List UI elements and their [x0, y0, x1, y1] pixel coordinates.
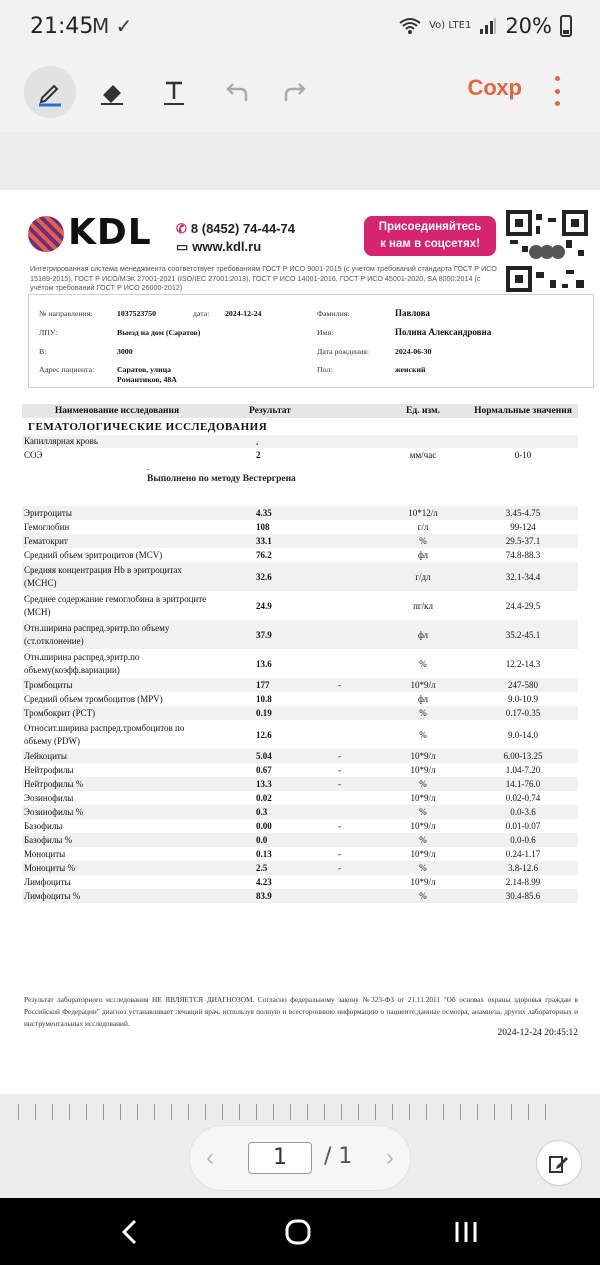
test-unit: пг/кл: [413, 600, 433, 611]
edit-document-icon: [547, 1151, 571, 1175]
test-norm: 0.02-0.74: [505, 793, 541, 803]
test-result: 0.02: [256, 793, 272, 803]
logo-text: KDL: [68, 212, 152, 253]
surname-label: Фамилия:: [317, 309, 350, 318]
test-result: 108: [256, 522, 270, 532]
pen-icon: [35, 77, 65, 107]
table-row: [22, 720, 578, 749]
test-result: 0.19: [256, 708, 272, 718]
redo-button[interactable]: [270, 66, 322, 118]
page-number-input[interactable]: 1: [248, 1142, 312, 1174]
test-result: 13.6: [256, 658, 272, 669]
document-page: [0, 190, 600, 1094]
social-promo-banner: [364, 216, 496, 256]
edit-document-button[interactable]: [536, 1140, 582, 1186]
test-result: 0.00: [256, 821, 272, 831]
test-name: Средний объем эритроцитов (MCV): [24, 549, 163, 560]
test-norm: 99-124: [510, 522, 536, 532]
editor-toolbar: [0, 56, 600, 132]
test-unit: фл: [417, 550, 429, 560]
capillary-row: [22, 435, 578, 448]
test-norm: 0.0-3.6: [510, 807, 536, 817]
promo-line-1: Присоединяйтесь: [378, 221, 482, 233]
spacer: [22, 486, 578, 506]
test-result: 12.6: [256, 729, 272, 740]
test-norm: 35.2-45.1: [505, 629, 541, 640]
test-unit: %: [419, 536, 427, 546]
address-label: Адрес пациента:: [39, 365, 95, 374]
test-name: Эозинофилы %: [24, 806, 84, 817]
next-page-icon[interactable]: ›: [386, 1144, 394, 1171]
logo-mark: [28, 216, 64, 252]
test-result: 2.5: [256, 863, 268, 873]
table-row: [22, 819, 578, 833]
test-norm: 0.01-0.07: [505, 821, 541, 831]
test-name: Гемоглобин: [24, 521, 70, 532]
status-right: [399, 14, 572, 38]
table-row: [22, 847, 578, 861]
address-line-2: Романтиков, 48А: [117, 375, 177, 384]
test-unit: фл: [417, 694, 429, 704]
test-name: Лимфоциты %: [24, 890, 81, 901]
test-name: Нейтрофилы: [24, 764, 74, 775]
test-norm: 3.8-12.6: [508, 863, 538, 873]
clock: 21:45: [30, 14, 94, 39]
soe-result: 2: [256, 450, 261, 460]
test-name: Нейтрофилы %: [24, 778, 84, 789]
wifi-icon: [399, 17, 421, 35]
test-flag: -: [338, 779, 341, 789]
test-norm: 9.0-14.0: [508, 729, 538, 740]
website: www.kdl.ru: [192, 239, 262, 254]
test-norm: 32.1-34.4: [505, 571, 541, 582]
home-button[interactable]: [278, 1216, 318, 1248]
page-scroller: [0, 1094, 600, 1198]
sex-value: женский: [395, 365, 426, 374]
surname-value: Павлова: [395, 308, 430, 318]
test-name: Эритроциты: [24, 507, 72, 518]
phone-number: 8 (8452) 74-44-74: [190, 221, 295, 236]
header-unit: Ед. изм.: [406, 406, 440, 416]
status-bar: [0, 0, 600, 56]
test-norm: 0.0-0.6: [510, 835, 536, 845]
test-norm: 9.0-10.9: [508, 694, 538, 704]
test-unit: 10*12/л: [408, 508, 438, 518]
patient-info-box: [28, 294, 594, 388]
test-norm: 74.8-88.3: [505, 550, 541, 560]
dob-label: Дата рождения:: [317, 347, 370, 356]
test-result: 5.04: [256, 751, 272, 761]
battery-level: 20%: [505, 14, 552, 38]
test-flag: -: [338, 680, 341, 690]
soe-name: СОЭ: [24, 449, 43, 460]
test-unit: %: [419, 863, 427, 873]
soe-norm: 0-10: [514, 450, 532, 460]
recent-apps-button[interactable]: [446, 1216, 486, 1248]
monitor-icon: ▭: [176, 239, 189, 254]
back-button[interactable]: [110, 1216, 150, 1248]
test-name: Эозинофилы: [24, 792, 74, 803]
soe-row: [22, 448, 578, 462]
test-unit: 10*9/л: [410, 793, 436, 803]
test-flag: -: [338, 821, 341, 831]
phone-icon: ✆: [176, 221, 187, 236]
date-label: дата:: [193, 309, 210, 318]
test-name: Средняя концентрация Hb в эритроцитах (MCHC): [24, 564, 182, 588]
test-name: Базофилы: [24, 820, 63, 831]
page-total: / 1: [324, 1144, 353, 1169]
table-row: [22, 562, 578, 591]
test-unit: %: [419, 835, 427, 845]
table-header: [22, 404, 578, 418]
report-timestamp: 2024-12-24 20:45:12: [497, 1028, 578, 1038]
eraser-tool-button[interactable]: [86, 66, 138, 118]
table-row: [22, 548, 578, 562]
table-row: [22, 706, 578, 720]
undo-button[interactable]: [210, 66, 262, 118]
test-norm: 24.4-29.5: [505, 600, 541, 611]
lpu-value: Выезд на дом (Саратов): [117, 328, 201, 337]
test-norm: 14.1-76.0: [505, 779, 541, 789]
test-unit: %: [419, 779, 427, 789]
test-result: 13.3: [256, 779, 272, 789]
name-label: Имя:: [317, 328, 334, 337]
kdl-logo: [28, 214, 158, 254]
table-row: [22, 534, 578, 548]
header-name: Наименование исследования: [54, 406, 180, 416]
test-name: Отн.ширина распред.эритр.по объему (ст.отклонение): [24, 622, 170, 646]
test-result: 32.6: [256, 571, 272, 582]
test-norm: 6.00-13.25: [503, 751, 543, 761]
test-unit: %: [419, 658, 427, 669]
home-icon: [284, 1218, 312, 1246]
system-nav-bar: [0, 1198, 600, 1265]
table-row: [22, 506, 578, 520]
test-unit: 10*9/л: [410, 821, 436, 831]
test-unit: %: [419, 708, 427, 718]
table-row: [22, 805, 578, 819]
v-value: 3000: [117, 347, 133, 356]
table-row: [22, 763, 578, 777]
test-norm: 29.5-37.1: [505, 536, 541, 546]
table-row: [22, 591, 578, 620]
scroll-ruler[interactable]: [18, 1104, 558, 1120]
page-navigator: [190, 1126, 410, 1190]
test-flag: -: [338, 751, 341, 761]
text-tool-button[interactable]: [148, 66, 200, 118]
test-result: 33.1: [256, 536, 272, 546]
test-result: 10.8: [256, 694, 272, 704]
table-row: [22, 649, 578, 678]
test-name: Моноциты %: [24, 862, 75, 873]
back-icon: [120, 1218, 140, 1246]
table-row: [22, 692, 578, 706]
table-row: [22, 791, 578, 805]
test-result: 76.2: [256, 550, 272, 560]
results-table: [22, 404, 578, 903]
test-norm: 30.4-85.6: [505, 891, 541, 901]
test-norm: 1.04-7.20: [505, 765, 541, 775]
test-norm: 0.24-1.17: [505, 849, 541, 859]
test-name: Тромбокрит (PCT): [24, 707, 96, 718]
test-result: 24.9: [256, 600, 272, 611]
redo-icon: [281, 77, 311, 107]
qr-code-icon: [506, 210, 588, 292]
test-norm: 3.45-4.75: [505, 508, 541, 518]
test-unit: фл: [417, 629, 429, 640]
section-title: ГЕМАТОЛОГИЧЕСКИЕ ИССЛЕДОВАНИЯ: [28, 421, 268, 433]
signal-icon: [479, 17, 497, 35]
test-unit: %: [419, 891, 427, 901]
undo-icon: [221, 77, 251, 107]
test-result: 4.35: [256, 508, 272, 518]
header-norm: Нормальные значения: [474, 406, 572, 416]
test-norm: 12.2-14.3: [505, 658, 541, 669]
name-value: Полина Александровна: [395, 327, 492, 337]
test-unit: г/дл: [415, 571, 431, 582]
test-result: 0.67: [256, 765, 272, 775]
notification-icons: M ✓: [92, 14, 133, 38]
result-rows: [22, 506, 578, 903]
recent-apps-icon: [453, 1219, 479, 1245]
referral-label: № направления:: [39, 309, 93, 318]
eraser-icon: [97, 77, 127, 107]
test-norm: 0.17-0.35: [505, 708, 541, 718]
more-options-icon[interactable]: [552, 76, 562, 106]
save-button[interactable]: Сохр: [467, 75, 522, 100]
test-name: Лимфоциты: [24, 876, 71, 887]
test-unit: г/л: [417, 522, 429, 532]
test-name: Моноциты: [24, 848, 66, 859]
sex-label: Пол:: [317, 365, 333, 374]
lte-indicator: Vo) LTE1: [429, 20, 472, 31]
test-result: 0.0: [256, 835, 268, 845]
capillary-value: .: [256, 436, 259, 447]
test-name: Относит.ширина распред.тромбоцитов по объему (PDW): [24, 722, 185, 746]
contact-block: [176, 220, 295, 256]
soe-unit: мм/час: [409, 450, 437, 460]
test-unit: 10*9/л: [410, 765, 436, 775]
test-norm: 2.14-8.99: [505, 877, 541, 887]
test-flag: -: [338, 863, 341, 873]
pen-tool-button[interactable]: [24, 66, 76, 118]
battery-icon: [560, 15, 572, 37]
test-name: Отн.ширина распред.эритр.по объему(коэфф.вариации): [24, 651, 140, 675]
disclaimer: Результат лабораторного исследования НЕ ЯВЛЯЕТСЯ ДИАГНОЗОМ. Согласно федеральному закону №323-ФЗ от 21.11.2011 "Об основах охраны здоровья граждан в Российской Федерации" диагноз устанавливает лечащий врач, используя полную и всестороннюю информацию о пациенте:данные осмотра, анамнеза, других лабораторных и инструментальных исследований.: [24, 995, 578, 1028]
table-row: [22, 777, 578, 791]
table-row: [22, 875, 578, 889]
table-row: [22, 861, 578, 875]
test-result: 0.3: [256, 807, 268, 817]
lpu-label: ЛПУ:: [39, 328, 58, 337]
dob-value: 2024-06-30: [395, 347, 432, 356]
table-row: [22, 678, 578, 692]
test-name: Гематокрит: [24, 535, 68, 546]
table-row: [22, 620, 578, 649]
test-name: Лейкоциты: [24, 750, 67, 761]
header-result: Результат: [249, 406, 291, 416]
table-row: [22, 520, 578, 534]
v-label: В:: [39, 347, 47, 356]
table-row: [22, 749, 578, 763]
test-unit: 10*9/л: [410, 877, 436, 887]
previous-page-icon[interactable]: ‹: [206, 1144, 214, 1171]
capillary-label: Капиллярная кровь: [24, 436, 98, 446]
test-name: Средний объем тромбоцитов (MPV): [24, 693, 163, 704]
test-unit: %: [419, 807, 427, 817]
test-result: 4.23: [256, 877, 272, 887]
promo-line-2: к нам в соцсетях!: [380, 238, 480, 250]
method-dot: .: [147, 462, 150, 472]
test-flag: -: [338, 849, 341, 859]
test-flag: -: [338, 765, 341, 775]
test-result: 37.9: [256, 629, 272, 640]
test-name: Базофилы %: [24, 834, 73, 845]
address-line-1: Саратов, улица: [117, 365, 172, 374]
method-note: Выполнено по методу Вестергрена: [147, 474, 296, 484]
test-name: Среднее содержание гемоглобина в эритроците (MCH): [24, 593, 207, 617]
test-result: 177: [256, 680, 270, 690]
test-norm: 247-580: [508, 680, 538, 690]
test-result: 83.9: [256, 891, 272, 901]
test-unit: %: [419, 729, 427, 740]
test-unit: 10*9/л: [410, 849, 436, 859]
test-unit: 10*9/л: [410, 680, 436, 690]
test-unit: 10*9/л: [410, 751, 436, 761]
page-gap: [0, 132, 600, 190]
text-icon: [159, 77, 189, 107]
date-value: 2024-12-24: [225, 309, 262, 318]
table-row: [22, 833, 578, 847]
table-row: [22, 889, 578, 903]
test-result: 0.13: [256, 849, 272, 859]
test-name: Тромбоциты: [24, 679, 73, 690]
certification-text: Интегрированная система менеджмента соответствует требованиям ГОСТ Р ИСО 9001-2015 (с учетом требований стандарта ГОСТ Р ИСО 15189-2015), ГОСТ Р ИСО/МЭК 27001-2021 (ISO/IEC 27001:2013), ГОСТ Р ИСО 14001-2016, ГОСТ Р ИСО 45001-2020, SA 8000:2014 (с учётом требований ГОСТ Р ИСО 26000-2012): [30, 264, 497, 292]
referral-value: 1037523750: [117, 309, 156, 318]
